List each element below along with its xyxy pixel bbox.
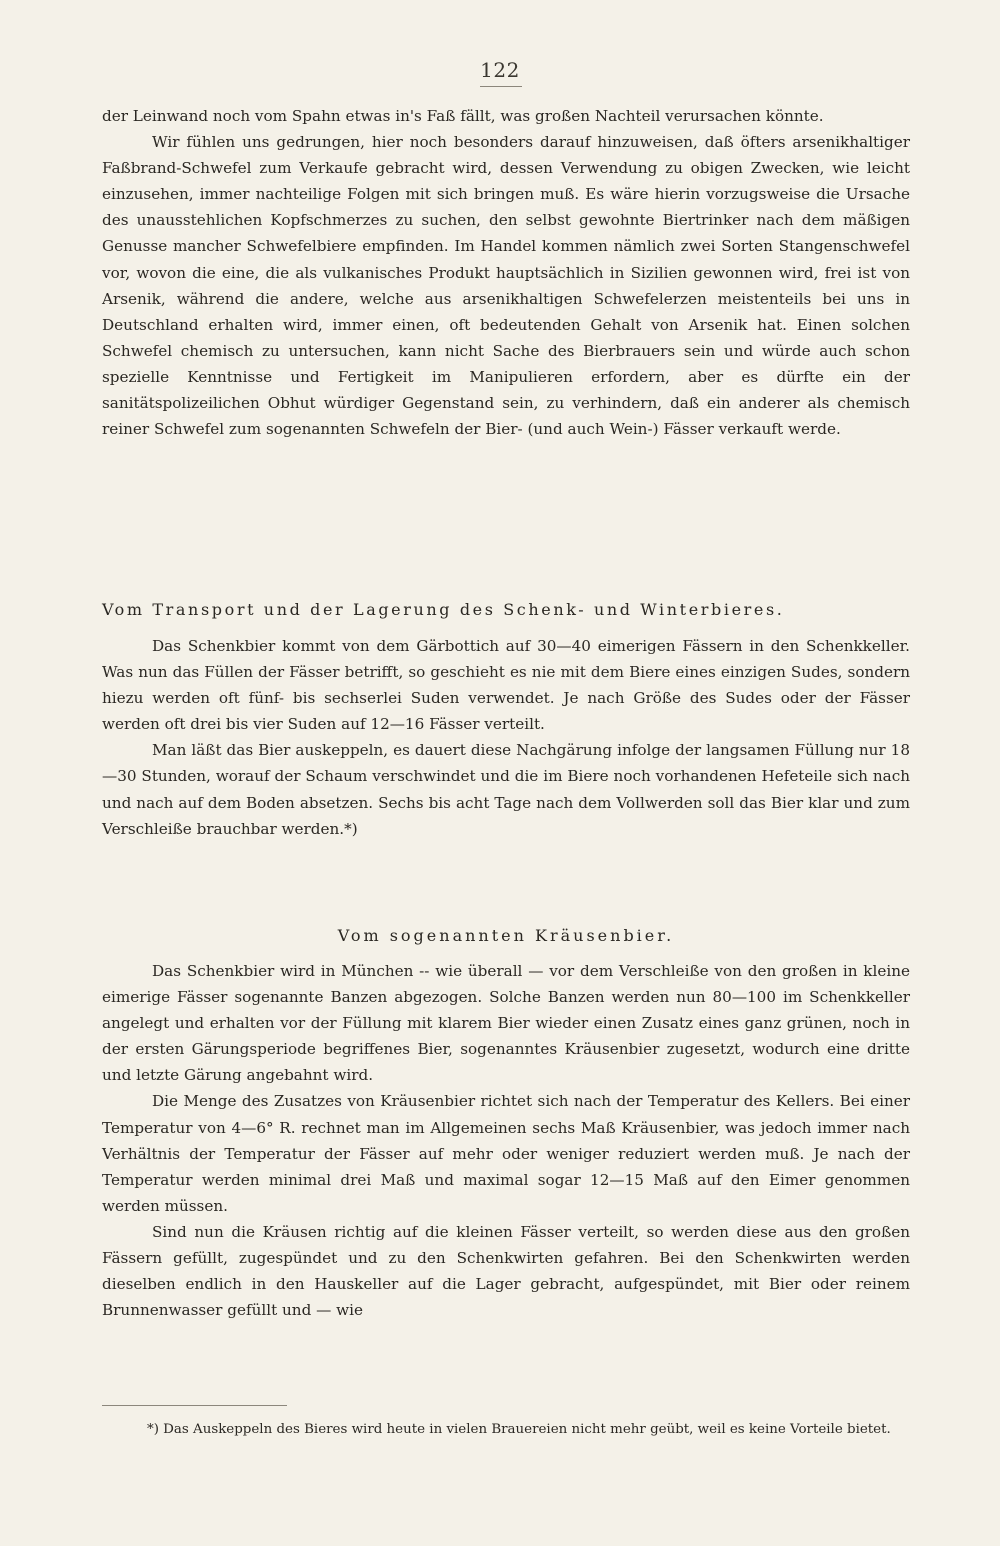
- body-text-section-1: [102, 103, 910, 442]
- body-text-section-2: [102, 633, 910, 842]
- footnote-divider: [102, 1405, 287, 1406]
- paragraph-banzen: Das Schenkbier wird in München -- wie überall — vor dem Verschleiße von den großen in kleine eimerige Fässer sogenannte Banzen abgezogen. Solche Banzen werden nun 80—100 im Schenkkeller angelegt und erhalten vor der Füllung mit klarem Bier wieder einen Zusatz eines ganz grünen, noch in der ersten Gärungsperiode begriffenes Bier, sogenanntes Kräusenbier zugesetzt, wodurch eine dritte und letzte Gärung angebahnt wird.: [102, 962, 910, 1085]
- paragraph-zusatz-menge: Die Menge des Zusatzes von Kräusenbier richtet sich nach der Temperatur des Kellers. Bei einer Temperatur von 4—6° R. rechnet man im Allgemeinen sechs Maß Kräusenbier, was jedoch immer nach Verhältnis der Temperatur der Fässer auf mehr oder weniger reduziert werden muß. Je nach der Temperatur werden minimal drei Maß und maximal sogar 12—15 Maß auf den Eimer genommen werden müssen.: [102, 1092, 910, 1215]
- page-number-underline: [480, 86, 522, 87]
- paragraph-continued: der Leinwand noch vom Spahn etwas in's Faß fällt, was großen Nachteil verursachen könnte.: [102, 107, 824, 125]
- paragraph-arsenic-sulfur: Wir fühlen uns gedrungen, hier noch besonders darauf hinzuweisen, daß öfters arsenikhaltiger Faßbrand-Schwefel zum Verkaufe gebracht wird, dessen Verwendung zu obigen Zwecken, wie leicht einzusehen, immer nachteilige Folgen mit sich bringen muß. Es wäre hierin vorzugsweise die Ursache des unausstehlichen Kopfschmerzes zu suchen, den selbst gewohnte Biertrinker nach dem mäßigen Genusse mancher Schwefelbiere empfinden. Im Handel kommen nämlich zwei Sorten Stangenschwefel vor, wovon die eine, die als vulkanisches Produkt hauptsächlich in Sizilien gewonnen wird, frei ist von Arsenik, während die andere, welche aus arsenikhaltigen Schwefelerzen meistenteils bei uns in Deutschland erhalten wird, immer einen, oft bedeutenden Gehalt von Arsenik hat. Einen solchen Schwefel chemisch zu untersuchen, kann nicht Sache des Bierbrauers sein und würde auch schon spezielle Kenntnisse und Fertigkeit im Manipulieren erfordern, aber es dürfte ein der sanitätspolizeilichen Obhut würdiger Gegenstand sein, zu verhindern, daß ein anderer als chemisch reiner Schwefel zum sogenannten Schwefeln der Bier- (und auch Wein-) Fässer verkauft werde.: [102, 133, 910, 439]
- body-text-section-3: [102, 958, 910, 1323]
- section-heading-transport: Vom Transport und der Lagerung des Schenk- und Winterbieres.: [102, 600, 785, 619]
- footnote: *) Das Auskeppeln des Bieres wird heute in vielen Brauereien nicht mehr geübt, weil es keine Vorteile bietet.: [147, 1422, 891, 1437]
- page-number: 122: [480, 58, 520, 82]
- paragraph-auskeppeln: Man läßt das Bier auskeppeln, es dauert diese Nachgärung infolge der langsamen Füllung nur 18—30 Stunden, worauf der Schaum verschwindet und die im Biere noch vorhandenen Hefeteile sich nach und nach auf dem Boden absetzen. Sechs bis acht Tage nach dem Vollwerden soll das Bier klar und zum Verschleiße brauchbar werden.*): [102, 741, 910, 838]
- paragraph-schenkbier-filling: Das Schenkbier kommt von dem Gärbottich auf 30—40 eimerigen Fässern in den Schenkkeller. Was nun das Füllen der Fässer betrifft, so geschieht es nie mit dem Biere eines einzigen Sudes, sondern hiezu werden oft fünf- bis sechserlei Suden verwendet. Je nach Größe des Sudes oder der Fässer werden oft drei bis vier Suden auf 12—16 Fässer verteilt.: [102, 637, 910, 734]
- paragraph-kraeusen-verteilt: Sind nun die Kräusen richtig auf die kleinen Fässer verteilt, so werden diese aus den großen Fässern gefüllt, zugespündet und zu den Schenkwirten gefahren. Bei den Schenkwirten werden dieselben endlich in den Hauskeller auf die Lager gebracht, aufgespündet, mit Bier oder reinem Brunnenwasser gefüllt und — wie: [102, 1222, 910, 1320]
- section-heading-kraeusenbier: Vom sogenannten Kräusenbier.: [337, 926, 675, 945]
